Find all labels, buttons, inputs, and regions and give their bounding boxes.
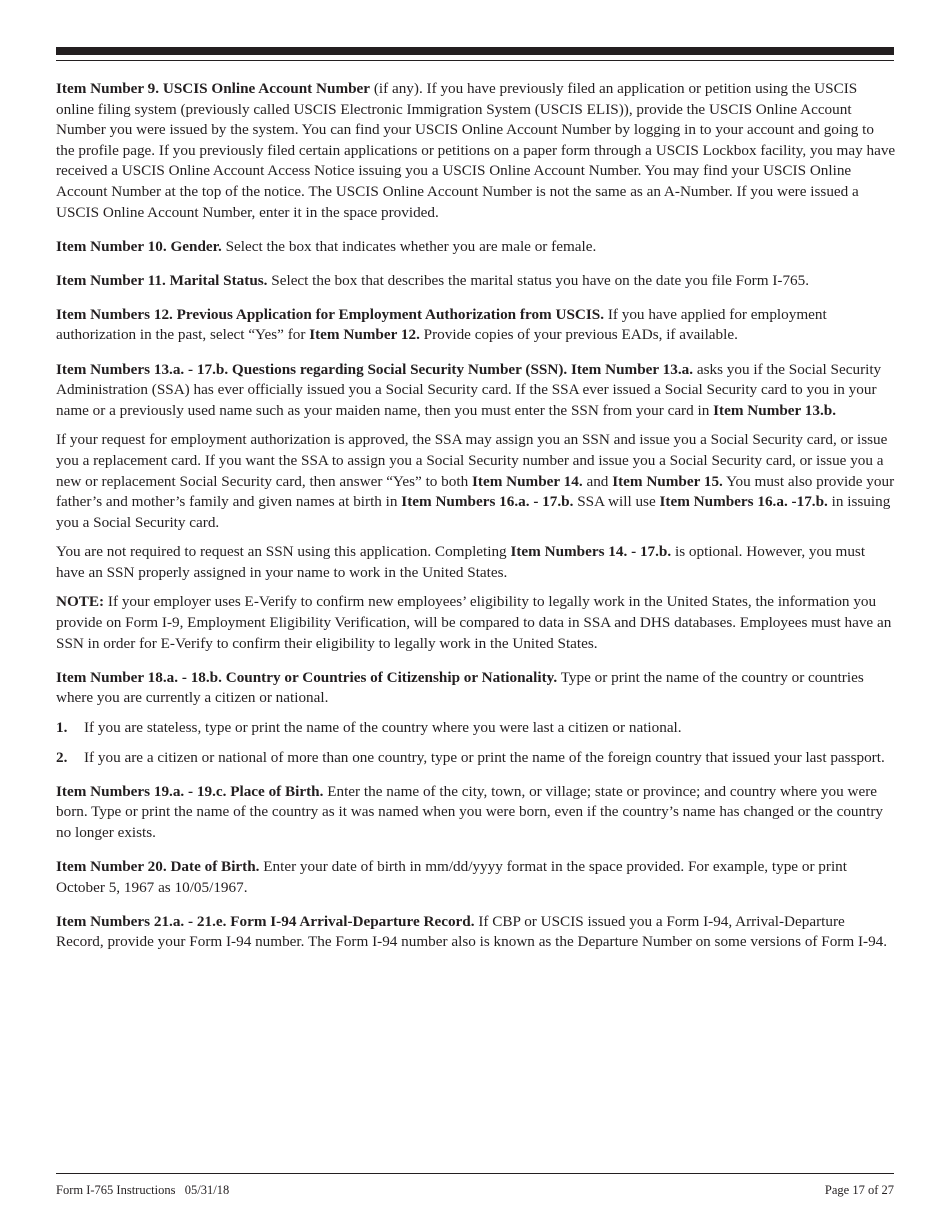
item-12-label: Item Numbers 12. Previous Application for Employment Authorization from USCIS. <box>56 305 605 323</box>
item-9-text: If you have previously filed an application or petition using the USCIS online filing system (previously called USCIS Electronic Immigration System (USCIS ELIS)), provide the USCIS Online Account Number you were issued by the system. You can find your USCIS Online Account Number by logging in to your account and going to the profile page. If you previously filed certain applications or petitions on a paper form through a USCIS Lockbox facility, you may have received a USCIS Online Account Access Notice issuing you a USCIS Online Account Number. You may find your USCIS Online Account Number at the top of the notice. The USCIS Online Account Number is not the same as an A-Number. If you were issued a USCIS Online Account Number, enter it in the space provided. <box>56 80 896 221</box>
ssn-ref-1: Item Number 14. <box>471 472 583 490</box>
ssn-text-2: and <box>582 472 613 490</box>
item-20-paragraph <box>56 857 896 898</box>
item-20-label: Item Number 20. Date of Birth. <box>56 857 260 875</box>
ssn-text-5: in issuing you a Social Security card. <box>56 493 891 531</box>
note-text: If your employer uses E-Verify to confirm new employees’ eligibility to legally work in the United States, the information you provide on Form I-9, Employment Eligibility Verification, will be compared to data in SSA and DHS databases. Employees must have an SSN in order for E-Verify to confirm their eligibility to legally work in the United States. <box>56 593 892 652</box>
list-text: If you are a citizen or national of more than one country, type or print the name of the foreign country that issued your last passport. <box>84 748 885 766</box>
item-12-text-1: If you have applied for employment authorization in the past, select “Yes” for <box>56 305 827 344</box>
item-12-text-2: Provide copies of your previous EADs, if available. <box>419 326 738 344</box>
item-18-text: Type or print the name of the country or countries where you are currently a citizen or national. <box>56 668 864 707</box>
item-20-text: Enter your date of birth in mm/dd/yyyy format in the space provided. For example, type or print October 5, 1967 as 10/05/1967. <box>56 857 847 896</box>
list-item <box>56 718 896 739</box>
header-thin-rule <box>56 60 894 61</box>
item-11-text: Select the box that describes the marital status you have on the date you file Form I-765. <box>267 271 810 289</box>
header-thick-rule <box>56 47 894 55</box>
item-10-text: Select the box that indicates whether you are male or female. <box>221 237 597 255</box>
item-12-ref: Item Number 12. <box>309 326 420 344</box>
ssn-text-4: SSA will use <box>573 493 660 511</box>
item-18-paragraph <box>56 668 896 709</box>
item-19-text: Enter the name of the city, town, or village; state or province; and country where you were born. Type or print the name of the country as it was named when you were born, even if the country’s name has changed or the country no longer exists. <box>56 782 883 841</box>
item-9-qualifier: (if any). <box>370 80 423 97</box>
item-19-label: Item Numbers 19.a. - 19.c. Place of Birth. <box>56 782 324 800</box>
list-text: If you are stateless, type or print the name of the country where you were last a citizen or national. <box>84 718 682 736</box>
instructions-body <box>56 79 896 966</box>
item-13-label: Item Numbers 13.a. - 17.b. Questions regarding Social Security Number (SSN). <box>56 360 568 378</box>
item-10-paragraph <box>56 237 896 258</box>
item-18-list <box>56 718 896 768</box>
item-11-paragraph <box>56 271 896 292</box>
item-13-text: asks you if the Social Security Administration (SSA) has ever officially issued you a Social Security card. If the SSA ever issued a Social Security card to you in your name or a previously used name such as your maiden name, then you must enter the SSN from your card in <box>56 360 882 419</box>
list-item <box>56 748 896 769</box>
list-number: 2. <box>56 748 68 766</box>
ssn-assignment-paragraph <box>56 430 896 533</box>
optional-ref-1: Item Numbers 14. - 17.b. <box>510 543 672 561</box>
footer-form-id: Form I-765 Instructions 05/31/18 <box>56 1183 230 1197</box>
ssn-text-3: You must also provide your father’s and mother’s family and given names at birth in <box>56 472 895 511</box>
item-19-paragraph <box>56 782 896 844</box>
item-11-label: Item Number 11. Marital Status. <box>56 271 268 289</box>
optional-text-2: is optional. However, you must have an SSN properly assigned in your name to work in the United States. <box>56 543 866 581</box>
item-21-text: If CBP or USCIS issued you a Form I-94, Arrival-Departure Record, provide your Form I-94 number. The Form I-94 number also is known as the Departure Number on some versions of Form I-94. <box>56 912 888 951</box>
ssn-ref-3: Item Numbers 16.a. - 17.b. <box>401 493 574 511</box>
ssn-text-1: If your request for employment authorization is approved, the SSA may assign you an SSN and issue you a Social Security card, or issue you a replacement card. If you want the SSA to assign you a Social Security number and issue you a Social Security card, or issue you a new or replacement Social Security card, then answer “Yes” to both <box>56 431 888 490</box>
item-12-paragraph <box>56 305 896 346</box>
note-paragraph <box>56 592 896 654</box>
item-18-label: Item Number 18.a. - 18.b. Country or Countries of Citizenship or Nationality. <box>56 668 558 686</box>
item-9-label: Item Number 9. USCIS Online Account Number <box>56 80 371 97</box>
optional-text-1: You are not required to request an SSN using this application. Completing <box>56 543 511 561</box>
item-13-paragraph <box>56 360 896 422</box>
ssn-ref-4: Item Numbers 16.a. -17.b. <box>659 493 828 511</box>
ssn-optional-paragraph <box>56 542 896 583</box>
list-number: 1. <box>56 718 68 736</box>
item-21-label: Item Numbers 21.a. - 21.e. Form I-94 Arrival-Departure Record. <box>56 912 475 930</box>
item-13-ref-1: Item Number 13.a. <box>567 360 694 378</box>
note-label: NOTE: <box>56 593 105 611</box>
ssn-ref-2: Item Number 15. <box>612 472 723 490</box>
item-13-ref-2: Item Number 13.b. <box>713 401 837 419</box>
item-21-paragraph <box>56 912 896 953</box>
footer-rule <box>56 1173 894 1174</box>
footer-page-number: Page 17 of 27 <box>824 1183 894 1197</box>
item-9-paragraph <box>56 79 896 223</box>
item-10-label: Item Number 10. Gender. <box>56 237 222 255</box>
